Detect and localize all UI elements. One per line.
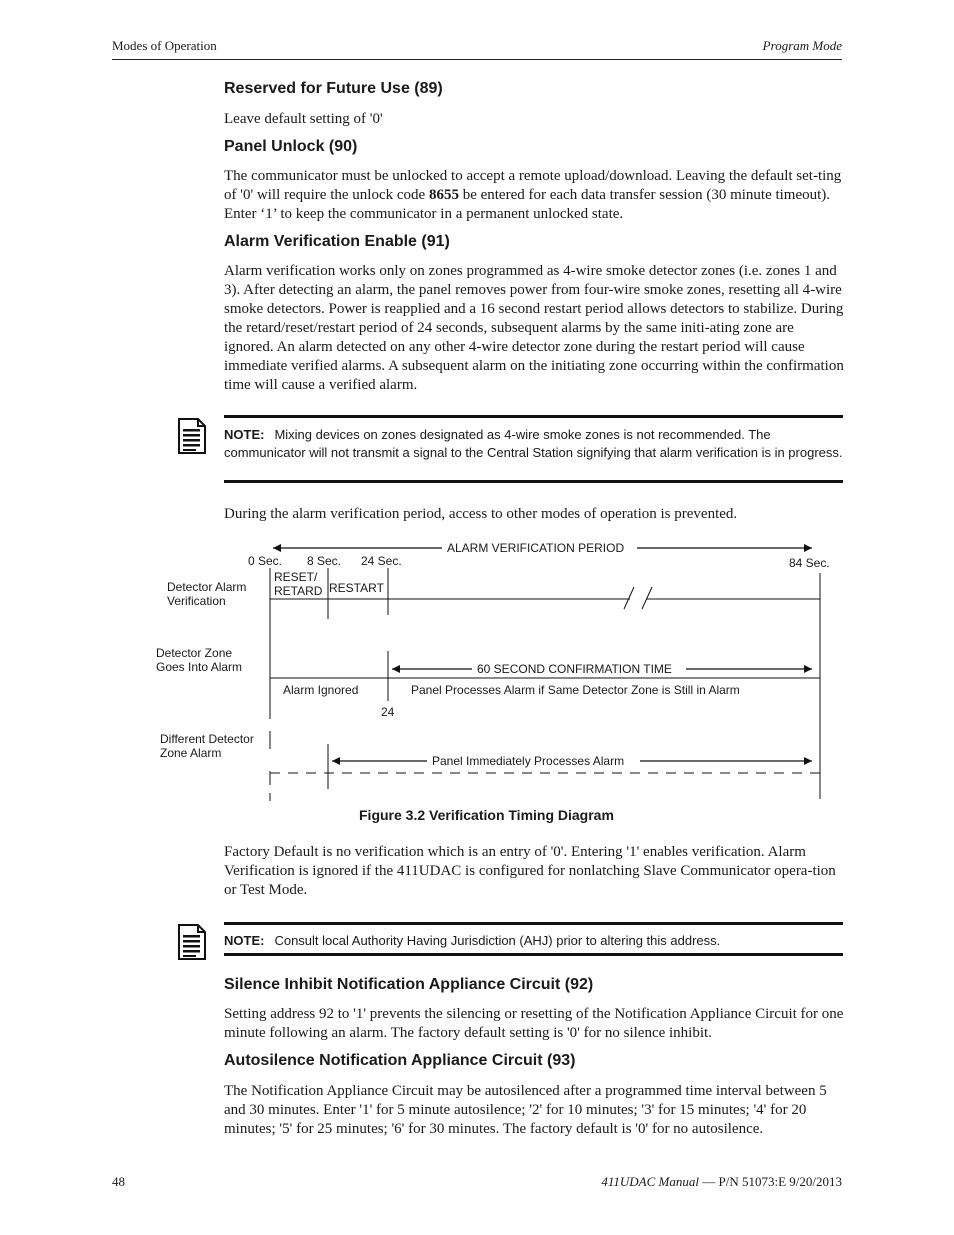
note-box-mixing-devices	[224, 415, 843, 483]
restart-label: RESTART	[329, 581, 384, 595]
heading-autosilence-93: Autosilence Notification Appliance Circuit (93)	[224, 1052, 576, 1069]
body-factory-default: Factory Default is no verification which is an entry of '0'. Entering '1' enables verification. Alarm Verification is ignored if the 411UDAC is configured for nonlatching Slave Communicator opera-tion or Test Mode.	[224, 844, 836, 898]
verification-timing-diagram	[150, 535, 840, 805]
tick-84-sec: 84 Sec.	[789, 556, 830, 570]
figure-caption: Figure 3.2 Verification Timing Diagram	[359, 807, 614, 823]
retard-label: RETARD	[274, 584, 323, 598]
body-panel-unlock-post: be entered for each data transfer session (30 minute timeout). Enter ‘1’ to keep the communicator in a permanent unlocked state.	[224, 187, 831, 222]
header-rule	[112, 59, 842, 60]
tick-8-sec: 8 Sec.	[307, 554, 342, 568]
break-mark-2	[642, 587, 652, 609]
note-icon	[178, 418, 206, 454]
mark-24: 24	[381, 705, 395, 719]
tick-0-sec: 0 Sec.	[248, 554, 283, 568]
body-panel-unlock-90	[224, 167, 844, 224]
heading-reserved-89: Reserved for Future Use (89)	[224, 80, 443, 97]
note-box-ahj	[224, 922, 843, 956]
running-header-left: Modes of Operation	[112, 38, 217, 53]
page-number: 48	[112, 1174, 125, 1189]
row2-label-1: Detector Zone	[156, 646, 233, 660]
break-mark-1	[624, 587, 634, 609]
footer-manual-title: 411UDAC Manual	[601, 1174, 699, 1189]
body-silence-inhibit-92: Setting address 92 to '1' prevents the silencing or resetting of the Notification Appliance Circuit for one minute following an alarm. The factory default setting is '0' for no silence inhibit.	[224, 1006, 844, 1041]
body-alarm-verification-91: Alarm verification works only on zones programmed as 4-wire smoke detector zones (i.e. zones 1 and 3). After detecting an alarm, the panel removes power from four-wire smoke zones, resetting all 4-wire smoke detectors. Power is reapplied and a 16 second restart period allows detectors to stabilize. During the retard/reset/restart period of 24 seconds, subsequent alarms by the same initi-ating zone are ignored. An alarm detected on any other 4-wire detector zone during the restart period will cause immediate verified alarms. A subsequent alarm on the initiating zone occurring within the confirmation time will cause a verified alarm.	[224, 263, 844, 393]
reset-label: RESET/	[274, 570, 318, 584]
row2-label-2: Goes Into Alarm	[156, 660, 243, 674]
body-reserved-89: Leave default setting of '0'	[224, 111, 383, 127]
panel-processes: Panel Processes Alarm if Same Detector Zone is Still in Alarm	[411, 683, 740, 697]
tick-24-sec: 24 Sec.	[361, 554, 402, 568]
heading-silence-inhibit-92: Silence Inhibit Notification Appliance Circuit (92)	[224, 976, 594, 993]
confirm-label: 60 SECOND CONFIRMATION TIME	[477, 662, 672, 676]
note-body: Consult local Authority Having Jurisdiction (AHJ) prior to altering this address.	[274, 933, 721, 948]
note-text-ahj	[224, 932, 843, 950]
row3-label-1: Different Detector	[160, 732, 254, 746]
period-label: ALARM VERIFICATION PERIOD	[447, 541, 625, 555]
body-verification-period: During the alarm verification period, access to other modes of operation is prevented.	[224, 506, 738, 522]
footer-manual	[601, 1174, 842, 1190]
body-autosilence-93: The Notification Appliance Circuit may be autosilenced after a programmed time interval between 5 and 30 minutes. Enter '1' for 5 minute autosilence; '2' for 10 minutes; '3' for 15 minutes; '4' for 20 minutes; '5' for 25 minutes; '6' for 30 minutes. The factory default is '0' for no autosilence.	[224, 1083, 827, 1137]
note-icon	[178, 924, 206, 960]
running-header-right: Program Mode	[762, 38, 842, 53]
row1-label-2: Verification	[167, 594, 226, 608]
note-label: NOTE:	[224, 933, 265, 948]
note-body: Mixing devices on zones designated as 4-wire smoke zones is not recommended. The communicator will not transmit a signal to the Central Station signifying that alarm verification is in progress.	[224, 427, 843, 460]
body-panel-unlock-pre: The communicator must be unlocked to accept a remote upload/download. Leaving the default set-ting of '0' will require the unlock code	[224, 168, 842, 203]
row1-label-1: Detector Alarm	[167, 580, 247, 594]
note-label: NOTE:	[224, 427, 265, 442]
alarm-ignored: Alarm Ignored	[283, 683, 359, 697]
footer-part-number: — P/N 51073:E 9/20/2013	[702, 1174, 842, 1189]
note-text-mixing-devices	[224, 426, 843, 461]
immediate-label: Panel Immediately Processes Alarm	[432, 754, 625, 768]
heading-alarm-verification-91: Alarm Verification Enable (91)	[224, 233, 450, 250]
unlock-code: 8655	[428, 187, 459, 203]
row3-label-2: Zone Alarm	[160, 746, 222, 760]
heading-panel-unlock-90: Panel Unlock (90)	[224, 138, 358, 155]
